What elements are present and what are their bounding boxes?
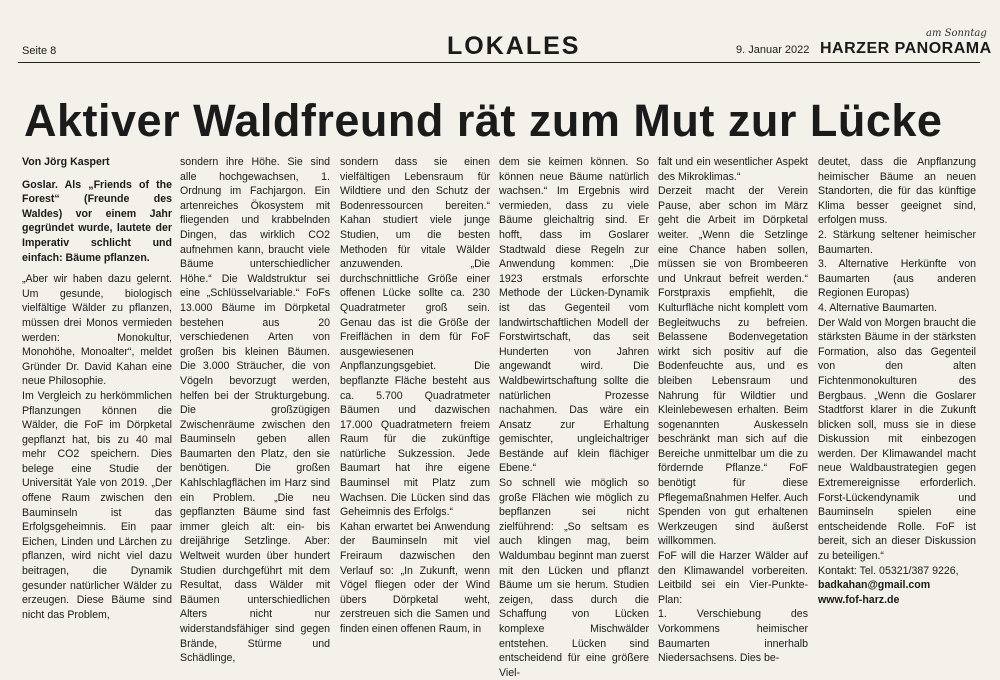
page-number: Seite 8: [22, 45, 57, 57]
header-rule: [18, 62, 980, 63]
article-column-2: sondern ihre Höhe. Sie sind alle hochgewachsen, 1. Ordnung im Fachjargon. Ein artenreiches Ökosystem mit fliegenden und krabbelnden Dingen, das wirklich CO2 aufnehmen kann, braucht viele Bäume unterschiedlicher Höhe.“ Die Waldstruktur sei eine „Schlüsselvariable.“ FoFs 13.000 Bäume im Dörpketal bestehen aus 20 verschiedenen Arten von großen bis kleinen Bäumen. Die 3.000 Sträucher, die von Vögeln bevorzugt werden, helfen bei der Strukturgebung. Die großzügigen Zwischenräume zwischen den Bauminseln geben allen Baumarten den Platz, den sie benötigen. Die großen Kahlschlagflächen im Harz sind ein Problem. „Die neu gepflanzten Bäume sind fast immer gleich alt: ein- bis dreijährige Setzlinge. Aber: Weltweit wurden über hundert Studien durchgeführt mit dem Resultat, dass Wälder mit Bäumen unterschiedlichen Alters nicht nur widerstandsfähiger sind gegen Brände, Stürme und Schädlinge,: [180, 156, 330, 665]
contact-phone: Kontakt: Tel. 05321/387 9226,: [818, 564, 959, 577]
article-text-6: deutet, dass die Anpflanzung heimischer Bäume an neuen Standorten, die für das künftige Klima besser geeignet sind, erfolgen muss. 2. Stärkung seltener heimischer Baumarten. 3. Alternative Herkünfte von Baumarten (aus anderen Regionen Europas) 4. Alternative Baumarten. Der Wald von Morgen braucht die stärksten Bäume in der stärksten Formation, also das Gegenteil von den alten Fichtenmonokulturen des Bergbaus. „Wenn die Goslarer Stadtforst klarer in die Zukunft blicken soll, muss sie in diese Diskussion mit einbezogen werden. Der Klimawandel macht neue Waldbaustrategien gegen Extremereignisse erforderlich. Forst-Lückendynamik und Bauminseln spielen eine entscheidende Rolle. FoF ist bereit, sich an dieser Diskussion zu beteiligen.“: [818, 156, 977, 563]
article-intro: Goslar. Als „Friends of the Forest“ (Freunde des Waldes) vor einem Jahr gegründet wurde, lautete der Imperativ schlicht und einfach: Bäume pflanzen.: [22, 178, 172, 264]
article-text-1: „Aber wir haben dazu gelernt. Um gesunde, biologisch vielfältige Wälder zu pflanzen, müssen drei Monos vermieden werden: Monokultur, Monohöhe, Monoalter“, meldet Gründer Dr. David Kahan eine neue Philosophie. Im Vergleich zu herkömmlichen Pflanzungen können die Wälder, die FoF im Dörpketal gepflanzt hat, bis zu 40 mal mehr CO2 speichern. Dies belege eine Studie der Universität Yale von 2019. „Der offene Raum zwischen den Bauminseln ist das Erfolgsgeheimnis. Ein paar Eichen, Linden und Lärchen zu pflanzen, wird nicht viel dazu beitragen, die Dynamik gesunder natürlicher Wälder zu erzeugen. Diese Bäume sind nicht das Problem,: [22, 273, 172, 621]
page-header: [0, 28, 1000, 62]
issue-date: 9. Januar 2022: [736, 44, 810, 56]
article-column-5: falt und ein wesentlicher Aspekt des Mikroklimas.“ Derzeit macht der Verein Pause, aber schon im März geht die Arbeit im Dörpketal weiter. „Wenn die Setzlinge eine Chance haben sollen, müssen sie von Brombeeren und Unkraut befreit werden.“ Forstpraxis empfiehlt, die Kulturfläche nicht komplett vom Begleitwuchs zu befreien. Belassene Bodenvegetation wirkt sich positiv auf die Bodenfeuchte aus, und es bleiben Lebensraum und Nahrung für Wildtier und Kleinlebewesen erhalten. Beim sogenannten Auskesseln beschränkt man sich auf die Bereiche unmittelbar um die zu fördernde Pflanze.“ FoF benötigt für diese Pflegemaßnahmen Helfer. Auch Spenden von gut erhaltenen Werkzeugen sind äußerst willkommen. FoF will die Harzer Wälder auf den Klimawandel vorbereiten. Leitbild sei ein Vier-Punkte-Plan: 1. Verschiebung des Vorkommens heimischer Baumarten innerhalb Niedersachsens. Dies be-: [658, 156, 808, 665]
article-column-3: sondern dass sie einen vielfältigen Lebensraum für Wildtiere und den Schutz der Bodenressourcen bereiten.“ Kahan studiert viele junge Studien, um die besten Methoden für vitale Wälder anzuwenden. „Die durchschnittliche Größe einer offenen Lücke sollte ca. 230 Quadratmeter groß sein. Genau das ist die Größe der Freiflächen in dem für FoF ausgewiesenen Anpflanzungsgebiet. Die bepflanzte Fläche besteht aus ca. 5.700 Quadratmeter Bäumen und dazwischen 17.000 Quadratmetern freiem Raum für die zukünftige natürliche Sukzession. Jede Baumart hat ihre eigene Bauminsel mit Platz zum Wachsen. Die Lücken sind das Geheimnis des Erfolgs.“ Kahan erwartet bei Anwendung der Bauminseln mit viel Freiraum dazwischen den Verlauf so: „In Zukunft, wenn Vögel fliegen oder der Wind übers Dörpketal weht, zerstreuen sich die Samen und finden einen offenen Raum, in: [340, 156, 490, 635]
article-column-4: dem sie keimen können. So können neue Bäume natürlich wachsen.“ Im Ergebnis wird vermieden, dass zu viele Bäume gleichaltrig sind. Er hofft, dass im Goslarer Stadtwald diese Regeln zur Anwendung kommen: „Die 1923 erstmals erforschte Methode der Lücken-Dynamik ist das Gegenteil vom landwirtschaftlichen Modell der Forstwirtschaft, das seit Hunderten von Jahren angewandt wird. Die Waldbewirtschaftung sollte die natürlichen Prozesse nachahmen. Das wäre ein Ansatz zur Erhaltung gemischter, ungleichaltriger Bestände auf klein flächiger Ebene.“ So schnell wie möglich so große Flächen wie möglich zu bepflanzen sei nicht zielführend: „So seltsam es auch klingen mag, beim Waldumbau beginnt man zuerst mit den Lücken und pflanzt Bäume um sie herum. Studien zeigen, dass durch die Schaffung von Lücken komplexe Mischwälder entstehen. Lücken sind entscheidend für eine größere Viel-: [499, 156, 649, 679]
article-body: [22, 155, 985, 679]
contact-website: www.fof-harz.de: [818, 593, 900, 606]
article-author: Von Jörg Kaspert: [22, 156, 110, 168]
contact-email: badkahan@gmail.com: [818, 579, 931, 592]
newspaper-subtitle: am Sonntag: [926, 28, 987, 39]
section-title: LOKALES: [447, 32, 581, 60]
article-headline: Aktiver Waldfreund rät zum Mut zur Lücke: [24, 95, 943, 146]
newspaper-name: HARZER PANORAMA: [820, 40, 992, 57]
article-column-6: [818, 155, 977, 606]
article-column-1: [22, 155, 172, 621]
